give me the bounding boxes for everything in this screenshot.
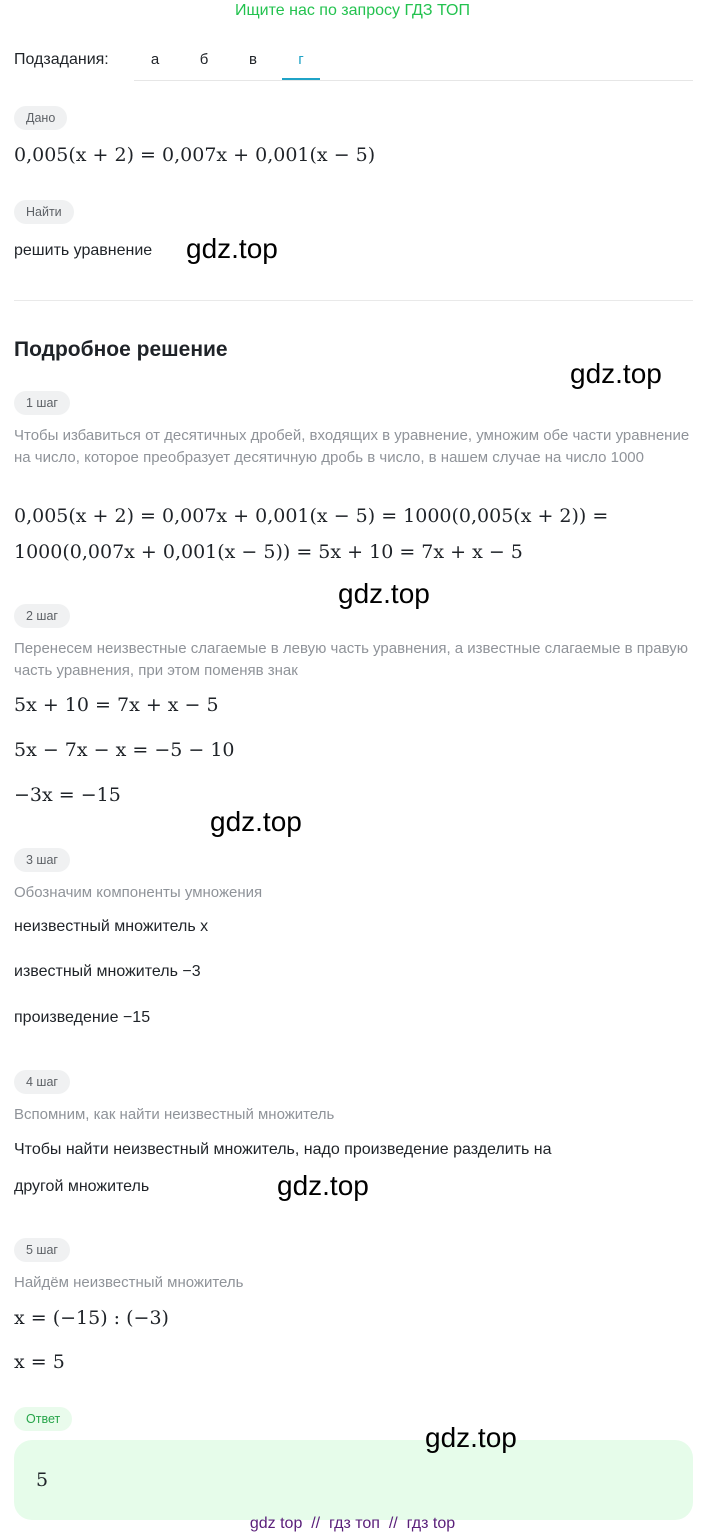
active-tab-indicator xyxy=(282,78,320,80)
tabs-divider xyxy=(134,80,693,81)
watermark: gdz.top xyxy=(186,233,278,264)
search-banner[interactable]: Ищите нас по запросу ГДЗ ТОП xyxy=(235,2,470,19)
step-description: Чтобы избавиться от десятичных дробей, входящих в уравнение, умножим обе части уравнение на число, которое преобразует десятичную дробь в число, в нашем случае на число 1000 xyxy=(14,427,690,466)
watermark: gdz.top xyxy=(425,1422,517,1453)
step-badge: 2 шаг xyxy=(14,604,70,628)
footer-link[interactable]: gdz top xyxy=(249,1515,303,1532)
watermark: gdz.top xyxy=(570,358,662,389)
footer-link[interactable]: гдз top xyxy=(406,1515,456,1532)
watermark: gdz.top xyxy=(338,578,430,609)
step-text-line: другой множитель xyxy=(14,1178,150,1195)
step-badge: 3 шаг xyxy=(14,848,70,872)
answer-badge: Ответ xyxy=(14,1407,72,1431)
step-description: Вспомним, как найти неизвестный множитель xyxy=(14,1106,335,1123)
footer-separator: // xyxy=(388,1515,398,1532)
step-badge: 1 шаг xyxy=(14,391,70,415)
step-text-line: Чтобы найти неизвестный множитель, надо произведение разделить на xyxy=(14,1141,552,1158)
step-badge: 4 шаг xyxy=(14,1070,70,1094)
step-text-line: известный множитель −3 xyxy=(14,963,201,980)
step-math-line: x = (−15) : (−3) xyxy=(14,1307,169,1329)
tab-a[interactable]: а xyxy=(150,51,160,68)
tab-v[interactable]: в xyxy=(249,51,257,68)
subtasks-label: Подзадания: xyxy=(14,51,109,68)
step-description: Перенесем неизвестные слагаемые в левую часть уравнения, а известные слагаемые в правую часть уравнения, при этом поменяв знак xyxy=(14,640,688,679)
solution-title: Подробное решение xyxy=(14,338,228,361)
step-math-line: x = 5 xyxy=(14,1351,65,1373)
watermark: gdz.top xyxy=(277,1170,369,1201)
find-badge: Найти xyxy=(14,200,74,224)
footer-links xyxy=(0,1515,705,1533)
footer-separator: // xyxy=(311,1515,321,1532)
step-badge: 5 шаг xyxy=(14,1238,70,1262)
step-text-line: неизвестный множитель x xyxy=(14,918,209,935)
footer-link[interactable]: гдз топ xyxy=(329,1515,380,1532)
section-divider xyxy=(14,300,693,301)
step-math-line: 0,005(x + 2) = 0,007x + 0,001(x − 5) = 1000(0,005(x + 2)) = xyxy=(14,505,609,527)
answer-value: 5 xyxy=(36,1469,49,1491)
find-text: решить уравнение xyxy=(14,242,153,259)
step-math-line: −3x = −15 xyxy=(14,784,121,806)
step-math-line: 5x + 10 = 7x + x − 5 xyxy=(14,694,219,716)
step-description: Обозначим компоненты умножения xyxy=(14,884,263,901)
step-text-line: произведение −15 xyxy=(14,1009,151,1026)
tab-g[interactable]: г xyxy=(298,51,304,68)
tab-b[interactable]: б xyxy=(199,51,209,68)
given-equation: 0,005(x + 2) = 0,007x + 0,001(x − 5) xyxy=(14,144,376,166)
step-math-line: 5x − 7x − x = −5 − 10 xyxy=(14,739,235,761)
answer-box xyxy=(14,1440,693,1520)
watermark: gdz.top xyxy=(210,806,302,837)
step-math-line: 1000(0,007x + 0,001(x − 5)) = 5x + 10 = 7x + x − 5 xyxy=(14,541,523,563)
given-badge: Дано xyxy=(14,106,67,130)
step-description: Найдём неизвестный множитель xyxy=(14,1274,244,1291)
